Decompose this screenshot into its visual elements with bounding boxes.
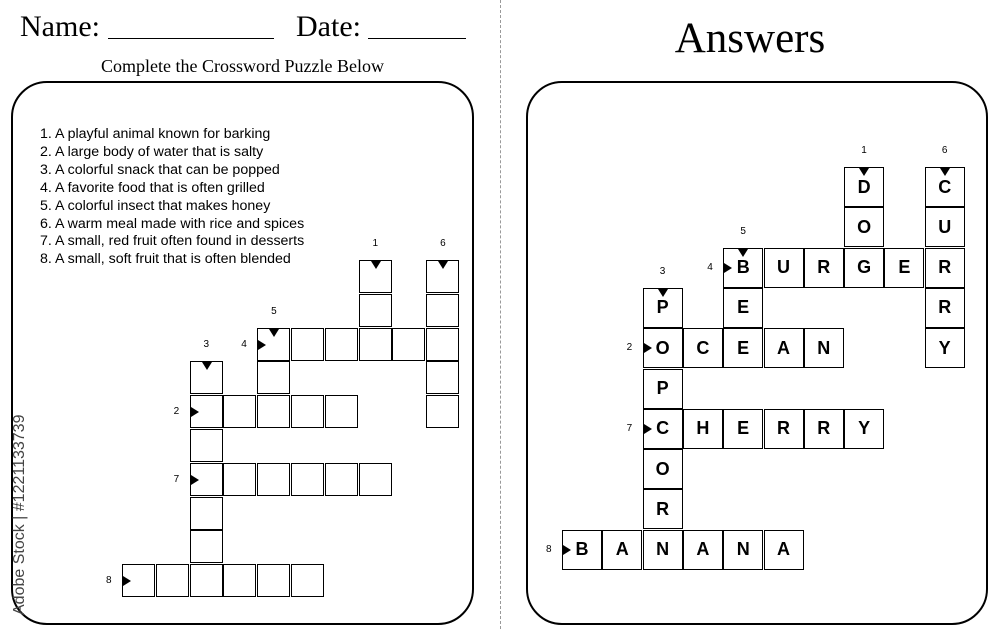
puzzle-cell[interactable] [223,395,256,428]
answer-cell: E [723,328,763,368]
puzzle-cell[interactable] [190,497,223,530]
clue-item: 2. A large body of water that is salty [40,143,264,160]
down-arrow-icon [738,249,748,257]
adobe-stock-watermark [6,385,30,615]
puzzle-cell[interactable] [325,328,358,361]
answer-cell: E [723,288,763,328]
clue-number-8: 8 [106,575,112,587]
answer-cell: H [683,409,723,449]
clue-number-7: 7 [173,473,180,485]
clue-number-7: 7 [626,422,633,434]
answer-cell: R [925,288,965,328]
answer-cell: C [643,409,683,449]
down-arrow-icon [940,168,950,176]
puzzle-cell[interactable] [426,328,459,361]
answer-cell: U [925,207,965,247]
puzzle-cell[interactable] [156,564,189,597]
puzzle-cell[interactable] [257,463,290,496]
puzzle-cell[interactable] [426,395,459,428]
answer-cell: A [602,530,642,570]
answers-title: Answers [674,15,826,62]
answer-cell: C [683,328,723,368]
answer-cell: N [643,530,683,570]
answer-cell: N [804,328,844,368]
down-arrow-icon [658,289,668,297]
down-arrow-icon [202,362,212,370]
clue-number-2: 2 [626,342,633,354]
answer-cell: D [844,167,884,207]
puzzle-cell[interactable] [291,564,324,597]
puzzle-cell[interactable] [223,463,256,496]
puzzle-cell[interactable] [257,564,290,597]
puzzle-cell[interactable] [359,463,392,496]
answer-cell: C [925,167,965,207]
answer-cell: P [643,288,683,328]
puzzle-cell[interactable] [325,463,358,496]
puzzle-cell[interactable] [257,361,290,394]
right-arrow-icon [724,263,732,273]
answer-cell: R [804,248,844,288]
answer-cell: E [723,409,763,449]
answer-cell: Y [925,328,965,368]
answer-cell: G [844,248,884,288]
clue-number-8: 8 [546,543,552,555]
instructions: Complete the Crossword Puzzle Below [101,56,384,76]
clue-number-2: 2 [173,406,180,418]
clue-number-6: 6 [440,238,446,249]
answer-cell: R [643,489,683,529]
clue-number-6: 6 [941,145,948,156]
clue-list [40,126,304,269]
down-arrow-icon [438,261,448,269]
clue-item: 4. A favorite food that is often grilled [40,179,265,196]
clue-item: 7. A small, red fruit often found in desserts [40,233,305,250]
clue-number-4: 4 [241,338,247,350]
puzzle-cell[interactable] [257,395,290,428]
puzzle-cell[interactable] [190,429,223,462]
date-label: Date: [296,10,361,43]
puzzle-cell[interactable] [359,294,392,327]
answer-cell: R [925,248,965,288]
answer-cell: A [683,530,723,570]
down-arrow-icon [859,168,869,176]
clue-item: 8. A small, soft fruit that is often blended [40,251,291,268]
answer-cell: N [723,530,763,570]
clue-number-3: 3 [203,339,210,351]
answer-cell: B [723,248,763,288]
puzzle-cell[interactable] [291,328,324,361]
date-line [368,38,466,39]
answer-cell: B [562,530,602,570]
answer-cell: O [844,207,884,247]
clue-item: 6. A warm meal made with rice and spices [40,215,305,232]
answer-cell: A [764,530,804,570]
puzzle-cell[interactable] [426,361,459,394]
answer-cell: U [764,248,804,288]
answer-cell: R [804,409,844,449]
down-arrow-icon [371,261,381,269]
clue-number-1: 1 [861,145,867,156]
answer-cell: O [643,328,683,368]
right-arrow-icon [644,424,652,434]
puzzle-cell[interactable] [223,564,256,597]
puzzle-cell[interactable] [190,530,223,563]
puzzle-cell[interactable] [291,463,324,496]
puzzle-cell[interactable] [426,294,459,327]
right-arrow-icon [563,545,571,555]
clue-number-1: 1 [372,238,379,249]
page-divider [500,0,501,629]
clue-item: 1. A playful animal known for barking [40,126,271,142]
puzzle-cell[interactable] [359,328,392,361]
watermark-text: Adobe Stock | #1221133739 [11,414,28,615]
clue-number-3: 3 [659,265,666,277]
down-arrow-icon [269,329,279,337]
puzzle-cell[interactable] [190,564,223,597]
right-arrow-icon [123,576,131,586]
puzzle-cell[interactable] [392,328,425,361]
puzzle-cell[interactable] [291,395,324,428]
name-label: Name: [20,10,100,43]
clue-number-5: 5 [740,225,746,237]
answer-cell: R [764,409,804,449]
clue-number-5: 5 [271,305,277,317]
answer-cell: A [764,328,804,368]
right-arrow-icon [191,407,199,417]
answer-cell: P [643,369,683,409]
clue-item: 3. A colorful snack that can be popped [40,161,280,178]
puzzle-cell[interactable] [325,395,358,428]
answer-cell: O [643,449,683,489]
right-arrow-icon [191,475,199,485]
answer-cell: E [884,248,924,288]
answer-cell: Y [844,409,884,449]
right-arrow-icon [258,340,266,350]
right-arrow-icon [644,343,652,353]
name-line [108,38,274,39]
clue-item: 5. A colorful insect that makes honey [40,197,271,214]
clue-number-4: 4 [707,261,713,273]
